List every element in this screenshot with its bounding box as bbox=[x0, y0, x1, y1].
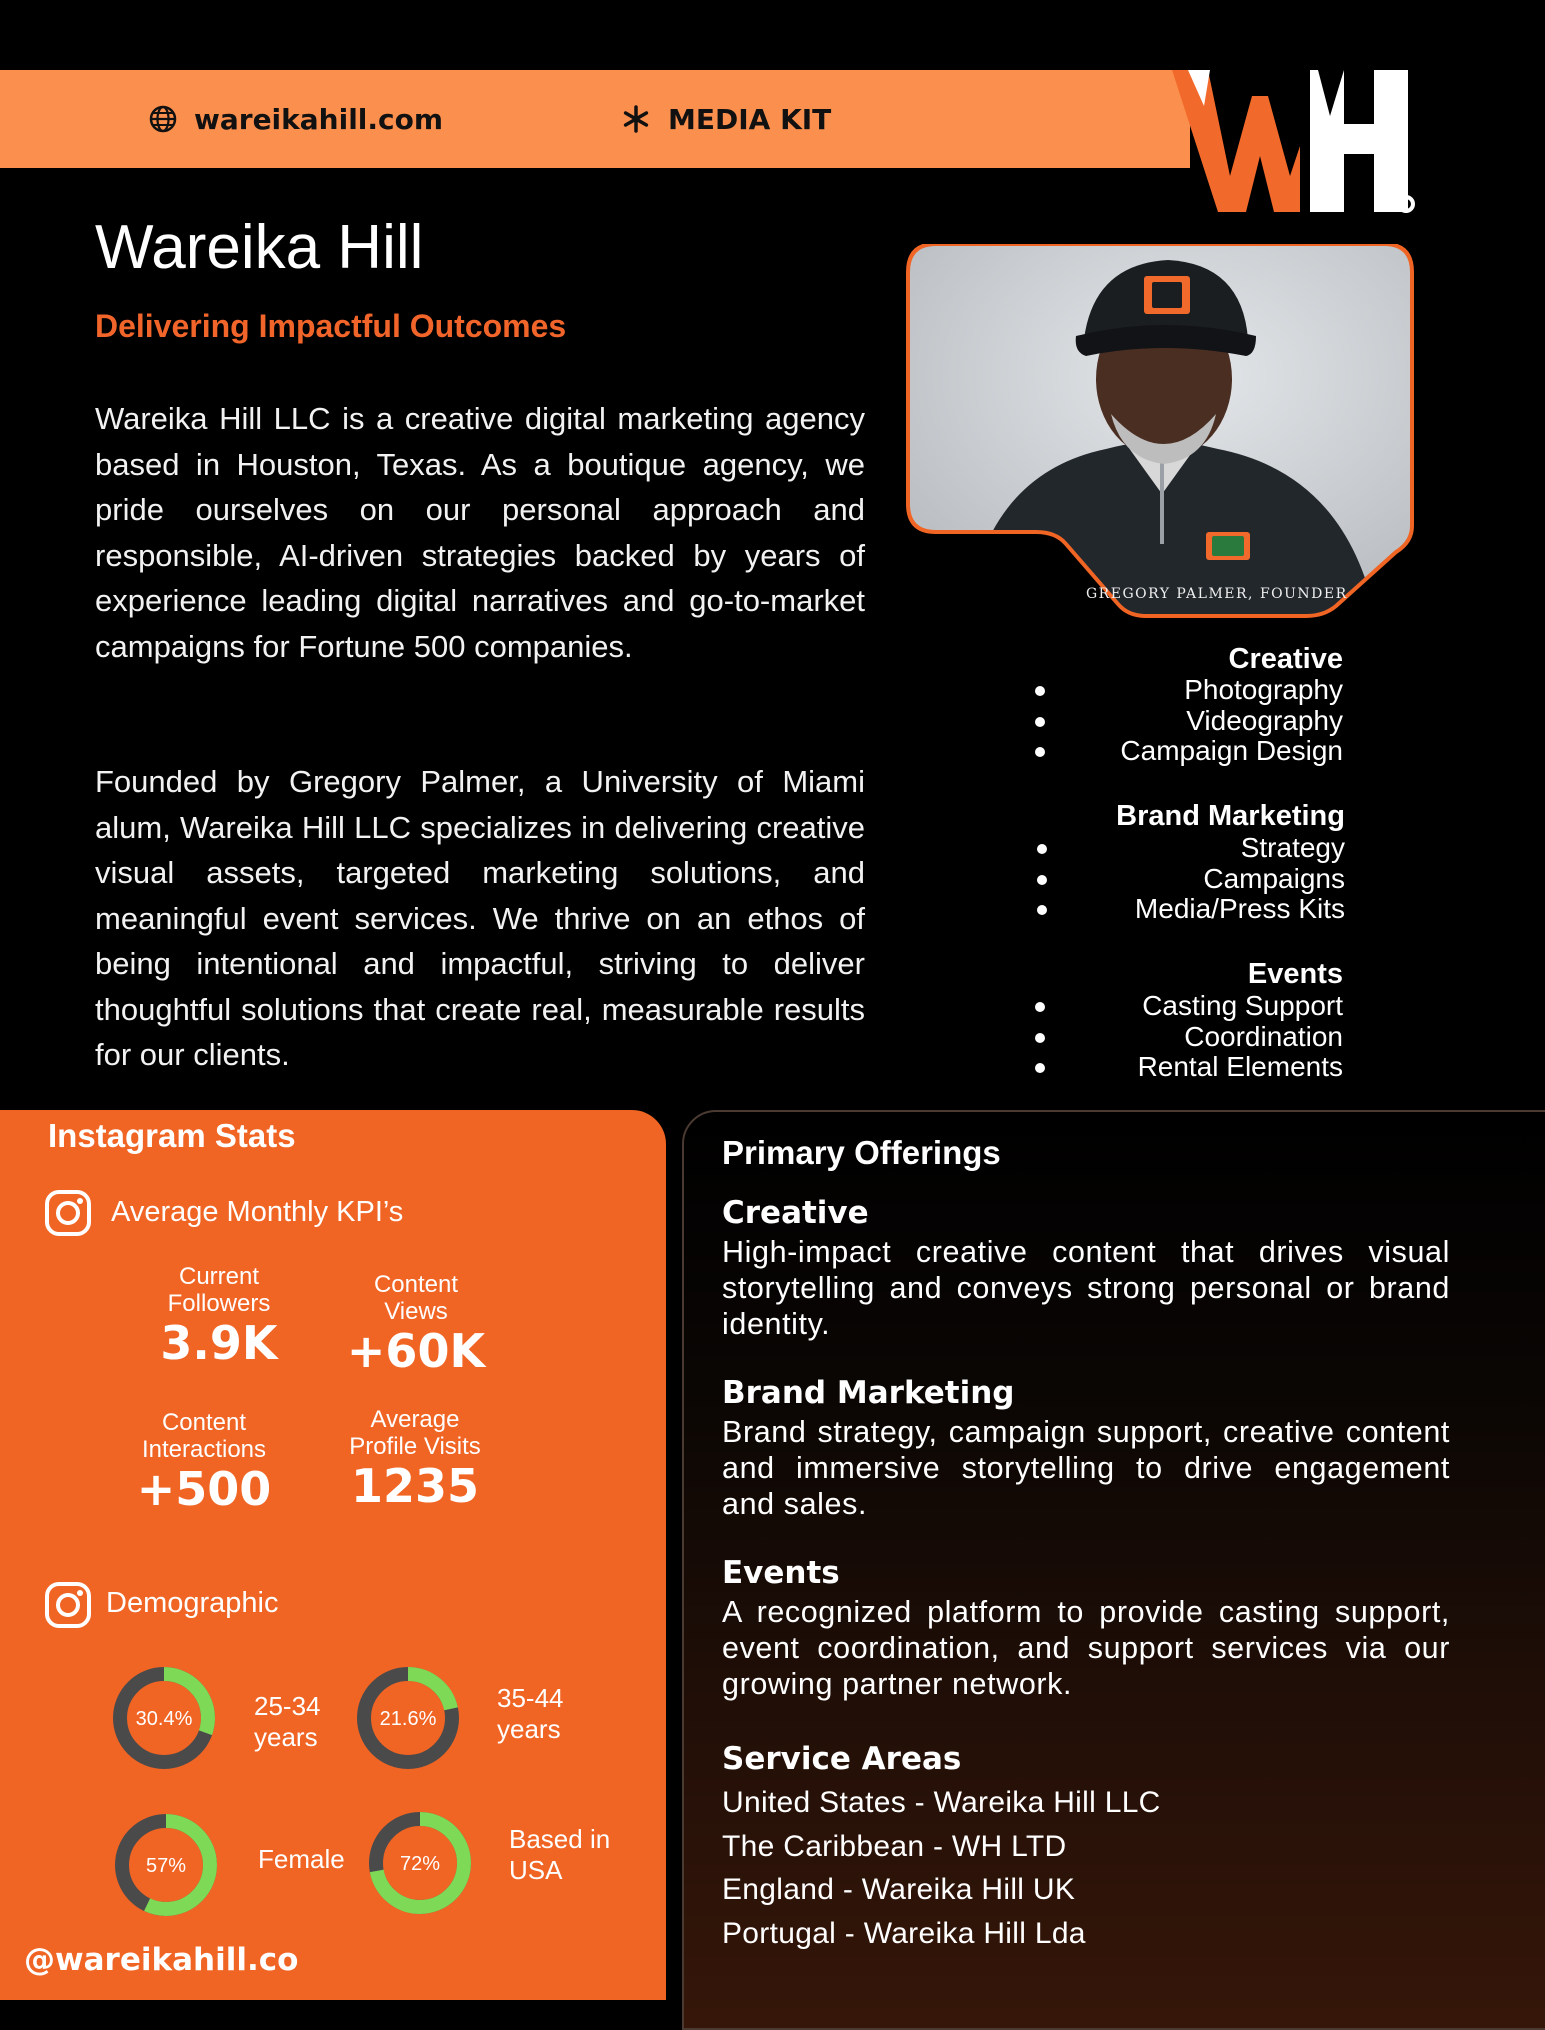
donut-based-in-usa bbox=[365, 1808, 475, 1918]
website-text: wareikahill.com bbox=[194, 102, 444, 136]
photo-caption: GREGORY PALMER, FOUNDER bbox=[1086, 586, 1348, 602]
donut-value-label: 57% bbox=[145, 1855, 187, 1877]
offering-description-creative: High-impact creative content that drives visual storytelling and conveys strong personal or brand identity. bbox=[722, 1235, 1450, 1341]
service-area-item: England - Wareika Hill UK bbox=[722, 1873, 1076, 1906]
media-kit-text: MEDIA KIT bbox=[668, 102, 832, 136]
offering-description-events: A recognized platform to provide casting support, event coordination, and support services via our growing partner network. bbox=[722, 1595, 1450, 1701]
donut-value-label: 30.4% bbox=[135, 1708, 193, 1730]
wareika-hill-logo bbox=[1168, 66, 1416, 216]
service-heading-creative: Creative bbox=[1228, 643, 1343, 675]
instagram-handle[interactable]: @wareikahill.co bbox=[24, 1942, 299, 1978]
donut-age-25-34 bbox=[109, 1663, 219, 1773]
primary-offerings-title: Primary Offerings bbox=[722, 1134, 1001, 1171]
asterisk-icon bbox=[620, 103, 652, 135]
service-area-item: Portugal - Wareika Hill Lda bbox=[722, 1917, 1086, 1950]
kpi-content-interactions: Content Interactions +500 bbox=[84, 1409, 324, 1515]
list-item: Campaigns bbox=[1022, 864, 1345, 895]
kpi-average-profile-visits: Average Profile Visits 1235 bbox=[295, 1406, 535, 1512]
list-item: Media/Press Kits bbox=[1022, 894, 1345, 925]
list-item: Coordination bbox=[1020, 1022, 1343, 1053]
donut-age-35-44 bbox=[353, 1663, 463, 1773]
demographic-label-25-34: 25-34 years bbox=[254, 1691, 321, 1752]
page-title: Wareika Hill bbox=[95, 213, 424, 282]
list-item: Videography bbox=[1020, 706, 1343, 737]
kpi-value: 3.9K bbox=[160, 1316, 278, 1370]
offering-heading-creative: Creative bbox=[722, 1195, 869, 1231]
donut-female bbox=[111, 1810, 221, 1920]
demographic-label-based-in-usa: Based in USA bbox=[509, 1824, 611, 1885]
offering-description-brand-marketing: Brand strategy, campaign support, creative content and immersive storytelling to drive engagement and sales. bbox=[722, 1415, 1450, 1521]
media-kit-label bbox=[620, 70, 831, 168]
donut-value-label: 21.6% bbox=[379, 1708, 437, 1730]
founder-photo bbox=[906, 244, 1414, 618]
service-heading-events: Events bbox=[1247, 958, 1343, 990]
demographic-label-35-44: 35-44 years bbox=[497, 1683, 564, 1744]
intro-paragraph-2: Founded by Gregory Palmer, a University of Miami alum, Wareika Hill LLC specializes in delivering creative visual assets, targeted marketing solutions, and meaningful event services. We thrive on an ethos of being intentional and impactful, striving to deliver thoughtful solutions that create real, measurable results for our clients. bbox=[95, 764, 865, 1072]
instagram-icon bbox=[43, 1580, 93, 1630]
service-list-brand-marketing bbox=[1022, 833, 1345, 925]
offering-heading-events: Events bbox=[722, 1555, 840, 1591]
list-item: Casting Support bbox=[1020, 991, 1343, 1022]
service-list-creative bbox=[1020, 675, 1343, 767]
instagram-stats-title: Instagram Stats bbox=[48, 1117, 296, 1154]
demographic-label-female: Female bbox=[258, 1844, 345, 1874]
service-areas-heading: Service Areas bbox=[722, 1741, 962, 1777]
kpi-value: +60K bbox=[346, 1324, 486, 1378]
service-area-item: United States - Wareika Hill LLC bbox=[722, 1786, 1161, 1819]
instagram-icon bbox=[43, 1188, 93, 1238]
kpi-content-views: Content Views +60K bbox=[296, 1271, 536, 1377]
globe-icon bbox=[148, 104, 178, 134]
kpi-value: +500 bbox=[136, 1462, 272, 1516]
donut-value-label: 72% bbox=[399, 1853, 441, 1875]
kpi-current-followers: Current Followers 3.9K bbox=[99, 1263, 339, 1369]
tagline: Delivering Impactful Outcomes bbox=[95, 308, 567, 344]
service-list-events bbox=[1020, 991, 1343, 1083]
service-area-item: The Caribbean - WH LTD bbox=[722, 1830, 1067, 1863]
kpi-heading: Average Monthly KPI’s bbox=[111, 1196, 404, 1228]
kpi-value: 1235 bbox=[350, 1459, 480, 1513]
list-item: Campaign Design bbox=[1020, 736, 1343, 767]
offering-heading-brand-marketing: Brand Marketing bbox=[722, 1375, 1015, 1411]
list-item: Strategy bbox=[1022, 833, 1345, 864]
service-heading-brand-marketing: Brand Marketing bbox=[1116, 800, 1345, 832]
intro-paragraph-1: Wareika Hill LLC is a creative digital marketing agency based in Houston, Texas. As a boutique agency, we pride ourselves on our personal approach and responsible, AI-driven strategies backed by years of experience leading digital narratives and go-to-market campaigns for Fortune 500 companies. bbox=[95, 401, 865, 664]
list-item: Rental Elements bbox=[1020, 1052, 1343, 1083]
website-link[interactable] bbox=[148, 70, 443, 168]
demographic-heading: Demographic bbox=[106, 1587, 279, 1619]
list-item: Photography bbox=[1020, 675, 1343, 706]
